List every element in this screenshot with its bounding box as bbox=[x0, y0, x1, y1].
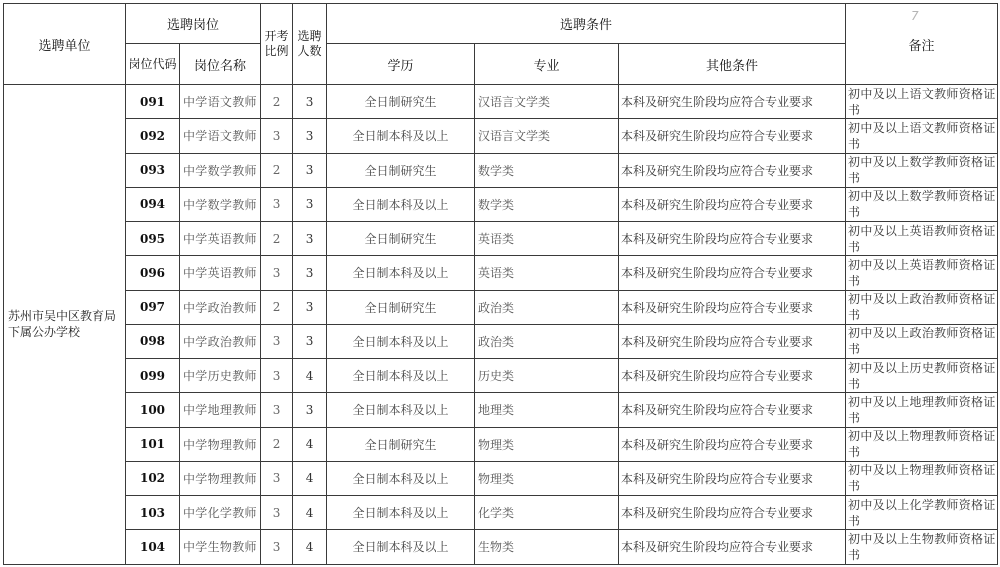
header-exam-ratio: 开考比例 bbox=[261, 4, 293, 85]
table-row bbox=[4, 393, 998, 427]
remarks-cell: 初中及以上数学教师资格证书 bbox=[846, 153, 998, 187]
other-conditions-cell: 本科及研究生阶段均应符合专业要求 bbox=[619, 496, 846, 530]
position-name-cell: 中学历史教师 bbox=[180, 359, 261, 393]
hire-count-cell: 4 bbox=[293, 496, 327, 530]
other-conditions-cell: 本科及研究生阶段均应符合专业要求 bbox=[619, 153, 846, 187]
remarks-cell: 初中及以上英语教师资格证书 bbox=[846, 256, 998, 290]
position-name-cell: 中学化学教师 bbox=[180, 496, 261, 530]
major-cell: 数学类 bbox=[475, 153, 619, 187]
education-cell: 全日制本科及以上 bbox=[327, 359, 475, 393]
education-cell: 全日制本科及以上 bbox=[327, 187, 475, 221]
table-row bbox=[4, 256, 998, 290]
major-cell: 数学类 bbox=[475, 187, 619, 221]
position-name-cell: 中学英语教师 bbox=[180, 256, 261, 290]
table-row bbox=[4, 187, 998, 221]
other-conditions-cell: 本科及研究生阶段均应符合专业要求 bbox=[619, 393, 846, 427]
position-code-cell: 099 bbox=[126, 359, 180, 393]
other-conditions-cell: 本科及研究生阶段均应符合专业要求 bbox=[619, 222, 846, 256]
remarks-cell: 初中及以上语文教师资格证书 bbox=[846, 119, 998, 153]
remarks-cell: 初中及以上历史教师资格证书 bbox=[846, 359, 998, 393]
table-row bbox=[4, 324, 998, 358]
table-body bbox=[4, 85, 998, 565]
hire-count-cell: 3 bbox=[293, 85, 327, 119]
other-conditions-cell: 本科及研究生阶段均应符合专业要求 bbox=[619, 427, 846, 461]
hire-count-cell: 3 bbox=[293, 256, 327, 290]
header-hire-count: 选聘人数 bbox=[293, 4, 327, 85]
position-code-cell: 096 bbox=[126, 256, 180, 290]
exam-ratio-cell: 2 bbox=[261, 290, 293, 324]
education-cell: 全日制本科及以上 bbox=[327, 324, 475, 358]
major-cell: 英语类 bbox=[475, 256, 619, 290]
major-cell: 政治类 bbox=[475, 290, 619, 324]
education-cell: 全日制本科及以上 bbox=[327, 461, 475, 495]
unit-name-cell: 苏州市吴中区教育局下属公办学校 bbox=[4, 85, 126, 565]
exam-ratio-cell: 3 bbox=[261, 256, 293, 290]
header-position-group: 选聘岗位 bbox=[126, 4, 261, 44]
other-conditions-cell: 本科及研究生阶段均应符合专业要求 bbox=[619, 119, 846, 153]
table-row bbox=[4, 85, 998, 119]
header-other-conditions: 其他条件 bbox=[619, 44, 846, 85]
remarks-cell: 初中及以上政治教师资格证书 bbox=[846, 324, 998, 358]
other-conditions-cell: 本科及研究生阶段均应符合专业要求 bbox=[619, 85, 846, 119]
remarks-cell: 初中及以上生物教师资格证书 bbox=[846, 530, 998, 564]
header-position-code: 岗位代码 bbox=[126, 44, 180, 85]
remarks-cell: 初中及以上地理教师资格证书 bbox=[846, 393, 998, 427]
remarks-cell: 初中及以上语文教师资格证书 bbox=[846, 85, 998, 119]
major-cell: 政治类 bbox=[475, 324, 619, 358]
header-education: 学历 bbox=[327, 44, 475, 85]
position-name-cell: 中学物理教师 bbox=[180, 427, 261, 461]
education-cell: 全日制研究生 bbox=[327, 153, 475, 187]
position-code-cell: 093 bbox=[126, 153, 180, 187]
other-conditions-cell: 本科及研究生阶段均应符合专业要求 bbox=[619, 461, 846, 495]
remarks-cell: 初中及以上数学教师资格证书 bbox=[846, 187, 998, 221]
position-code-cell: 103 bbox=[126, 496, 180, 530]
position-name-cell: 中学地理教师 bbox=[180, 393, 261, 427]
remarks-cell: 初中及以上政治教师资格证书 bbox=[846, 290, 998, 324]
other-conditions-cell: 本科及研究生阶段均应符合专业要求 bbox=[619, 187, 846, 221]
exam-ratio-cell: 3 bbox=[261, 359, 293, 393]
position-name-cell: 中学政治教师 bbox=[180, 324, 261, 358]
major-cell: 汉语言文学类 bbox=[475, 85, 619, 119]
exam-ratio-cell: 2 bbox=[261, 222, 293, 256]
position-name-cell: 中学政治教师 bbox=[180, 290, 261, 324]
education-cell: 全日制研究生 bbox=[327, 427, 475, 461]
position-name-cell: 中学物理教师 bbox=[180, 461, 261, 495]
other-conditions-cell: 本科及研究生阶段均应符合专业要求 bbox=[619, 359, 846, 393]
table-row bbox=[4, 153, 998, 187]
position-name-cell: 中学生物教师 bbox=[180, 530, 261, 564]
other-conditions-cell: 本科及研究生阶段均应符合专业要求 bbox=[619, 530, 846, 564]
position-code-cell: 101 bbox=[126, 427, 180, 461]
position-code-cell: 095 bbox=[126, 222, 180, 256]
remarks-cell: 初中及以上英语教师资格证书 bbox=[846, 222, 998, 256]
hire-count-cell: 4 bbox=[293, 530, 327, 564]
other-conditions-cell: 本科及研究生阶段均应符合专业要求 bbox=[619, 324, 846, 358]
hire-count-cell: 4 bbox=[293, 461, 327, 495]
hire-count-cell: 3 bbox=[293, 119, 327, 153]
hire-count-cell: 4 bbox=[293, 359, 327, 393]
major-cell: 地理类 bbox=[475, 393, 619, 427]
hire-count-cell: 3 bbox=[293, 393, 327, 427]
position-name-cell: 中学语文教师 bbox=[180, 119, 261, 153]
table-row bbox=[4, 496, 998, 530]
position-code-cell: 097 bbox=[126, 290, 180, 324]
exam-ratio-cell: 2 bbox=[261, 85, 293, 119]
hire-count-cell: 3 bbox=[293, 222, 327, 256]
hire-count-cell: 4 bbox=[293, 427, 327, 461]
remarks-cell: 初中及以上物理教师资格证书 bbox=[846, 427, 998, 461]
education-cell: 全日制本科及以上 bbox=[327, 119, 475, 153]
position-code-cell: 104 bbox=[126, 530, 180, 564]
other-conditions-cell: 本科及研究生阶段均应符合专业要求 bbox=[619, 256, 846, 290]
major-cell: 汉语言文学类 bbox=[475, 119, 619, 153]
other-conditions-cell: 本科及研究生阶段均应符合专业要求 bbox=[619, 290, 846, 324]
header-unit: 选聘单位 bbox=[4, 4, 126, 85]
major-cell: 物理类 bbox=[475, 461, 619, 495]
education-cell: 全日制研究生 bbox=[327, 222, 475, 256]
table-row bbox=[4, 359, 998, 393]
exam-ratio-cell: 2 bbox=[261, 153, 293, 187]
education-cell: 全日制本科及以上 bbox=[327, 256, 475, 290]
exam-ratio-cell: 3 bbox=[261, 496, 293, 530]
exam-ratio-cell: 3 bbox=[261, 119, 293, 153]
education-cell: 全日制研究生 bbox=[327, 290, 475, 324]
exam-ratio-cell: 3 bbox=[261, 530, 293, 564]
position-code-cell: 092 bbox=[126, 119, 180, 153]
table-row bbox=[4, 461, 998, 495]
position-name-cell: 中学语文教师 bbox=[180, 85, 261, 119]
major-cell: 物理类 bbox=[475, 427, 619, 461]
position-name-cell: 中学数学教师 bbox=[180, 153, 261, 187]
remarks-cell: 初中及以上化学教师资格证书 bbox=[846, 496, 998, 530]
table-row bbox=[4, 530, 998, 564]
position-code-cell: 094 bbox=[126, 187, 180, 221]
hire-count-cell: 3 bbox=[293, 290, 327, 324]
header-position-name: 岗位名称 bbox=[180, 44, 261, 85]
recruitment-table bbox=[3, 3, 998, 565]
header-conditions-group: 选聘条件 bbox=[327, 4, 846, 44]
header-major: 专业 bbox=[475, 44, 619, 85]
exam-ratio-cell: 3 bbox=[261, 324, 293, 358]
exam-ratio-cell: 3 bbox=[261, 187, 293, 221]
major-cell: 化学类 bbox=[475, 496, 619, 530]
position-code-cell: 098 bbox=[126, 324, 180, 358]
exam-ratio-cell: 3 bbox=[261, 393, 293, 427]
position-code-cell: 091 bbox=[126, 85, 180, 119]
hire-count-cell: 3 bbox=[293, 324, 327, 358]
table-row bbox=[4, 119, 998, 153]
education-cell: 全日制研究生 bbox=[327, 85, 475, 119]
exam-ratio-cell: 3 bbox=[261, 461, 293, 495]
remarks-cell: 初中及以上物理教师资格证书 bbox=[846, 461, 998, 495]
hire-count-cell: 3 bbox=[293, 153, 327, 187]
exam-ratio-cell: 2 bbox=[261, 427, 293, 461]
major-cell: 英语类 bbox=[475, 222, 619, 256]
header-remarks: 备注 bbox=[846, 4, 998, 85]
education-cell: 全日制本科及以上 bbox=[327, 496, 475, 530]
education-cell: 全日制本科及以上 bbox=[327, 393, 475, 427]
position-code-cell: 102 bbox=[126, 461, 180, 495]
table-row bbox=[4, 222, 998, 256]
major-cell: 生物类 bbox=[475, 530, 619, 564]
table-row bbox=[4, 290, 998, 324]
major-cell: 历史类 bbox=[475, 359, 619, 393]
position-name-cell: 中学数学教师 bbox=[180, 187, 261, 221]
education-cell: 全日制本科及以上 bbox=[327, 530, 475, 564]
position-name-cell: 中学英语教师 bbox=[180, 222, 261, 256]
corner-mark: 7 bbox=[911, 9, 919, 23]
table-row bbox=[4, 427, 998, 461]
position-code-cell: 100 bbox=[126, 393, 180, 427]
hire-count-cell: 3 bbox=[293, 187, 327, 221]
